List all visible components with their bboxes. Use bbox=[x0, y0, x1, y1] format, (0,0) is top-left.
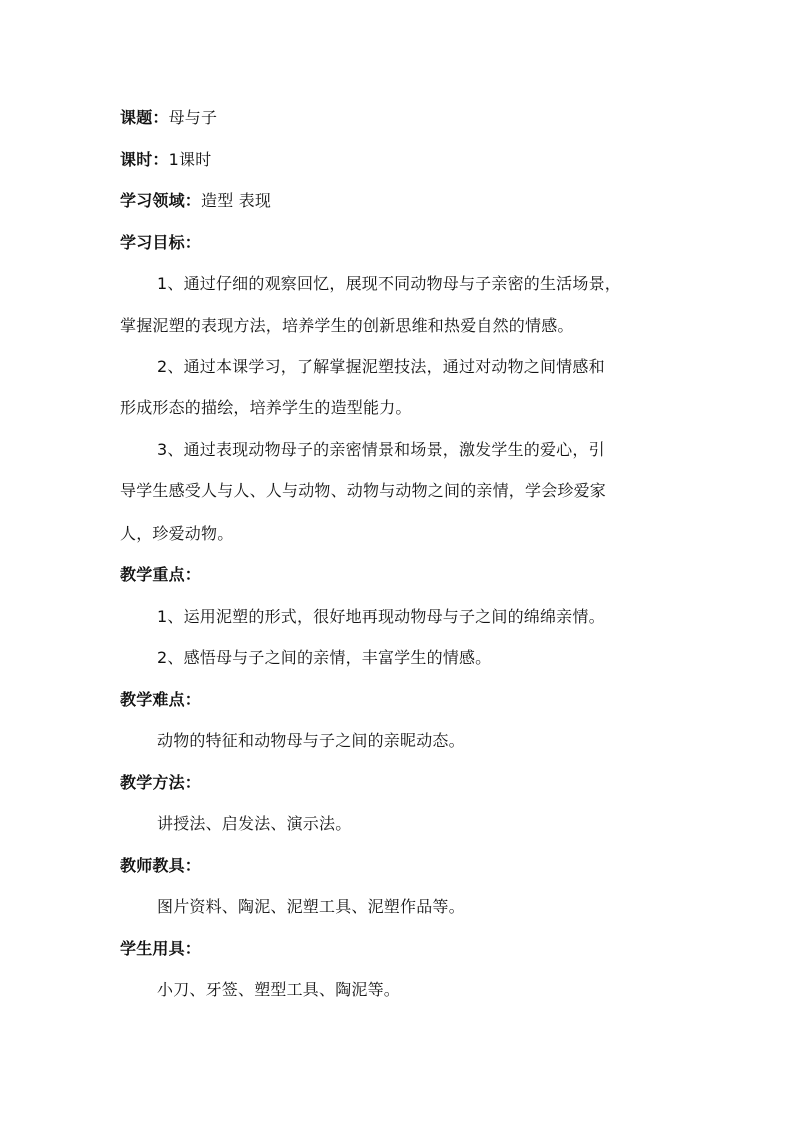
field-line bbox=[120, 191, 271, 211]
objectives-heading: 学习目标： bbox=[120, 233, 202, 252]
topic-label: 课题： bbox=[120, 108, 169, 127]
field-label: 学习领域： bbox=[120, 191, 202, 210]
key-point-1: 1、运用泥塑的形式，很好地再现动物母与子之间的绵绵亲情。 bbox=[157, 607, 605, 626]
student-tools-text: 小刀、牙签、塑型工具、陶泥等。 bbox=[157, 980, 401, 999]
topic-line bbox=[120, 108, 217, 128]
teacher-tools-heading: 教师教具： bbox=[120, 856, 202, 875]
student-tools-heading: 学生用具： bbox=[120, 939, 202, 958]
objective-3-line-1: 3、通过表现动物母子的亲密情景和场景，激发学生的爱心，引 bbox=[157, 440, 605, 459]
objective-2-line-2: 形成形态的描绘，培养学生的造型能力。 bbox=[120, 398, 412, 417]
hours-line bbox=[120, 150, 211, 170]
hours-value: 1课时 bbox=[168, 150, 212, 169]
teacher-tools-text: 图片资料、陶泥、泥塑工具、泥塑作品等。 bbox=[157, 897, 465, 916]
key-point-2: 2、感悟母与子之间的亲情，丰富学生的情感。 bbox=[157, 648, 492, 667]
key-points-heading: 教学重点： bbox=[120, 565, 202, 584]
objective-2-line-1: 2、通过本课学习，了解掌握泥塑技法，通过对动物之间情感和 bbox=[157, 357, 605, 376]
objective-1-line-2: 掌握泥塑的表现方法，培养学生的创新思维和热爱自然的情感。 bbox=[120, 316, 574, 335]
hours-label: 课时： bbox=[120, 150, 169, 169]
field-value: 造型 表现 bbox=[201, 191, 272, 210]
objective-1-line-1: 1、通过仔细的观察回忆，展现不同动物母与子亲密的生活场景， bbox=[157, 274, 621, 293]
difficulties-text: 动物的特征和动物母与子之间的亲昵动态。 bbox=[157, 731, 465, 750]
methods-heading: 教学方法： bbox=[120, 773, 202, 792]
difficulties-heading: 教学难点： bbox=[120, 690, 202, 709]
methods-text: 讲授法、启发法、演示法。 bbox=[157, 814, 352, 833]
objective-3-line-2: 导学生感受人与人、人与动物、动物与动物之间的亲情，学会珍爱家 bbox=[120, 481, 607, 500]
objective-3-line-3: 人，珍爱动物。 bbox=[120, 524, 234, 543]
topic-value: 母与子 bbox=[168, 108, 218, 127]
